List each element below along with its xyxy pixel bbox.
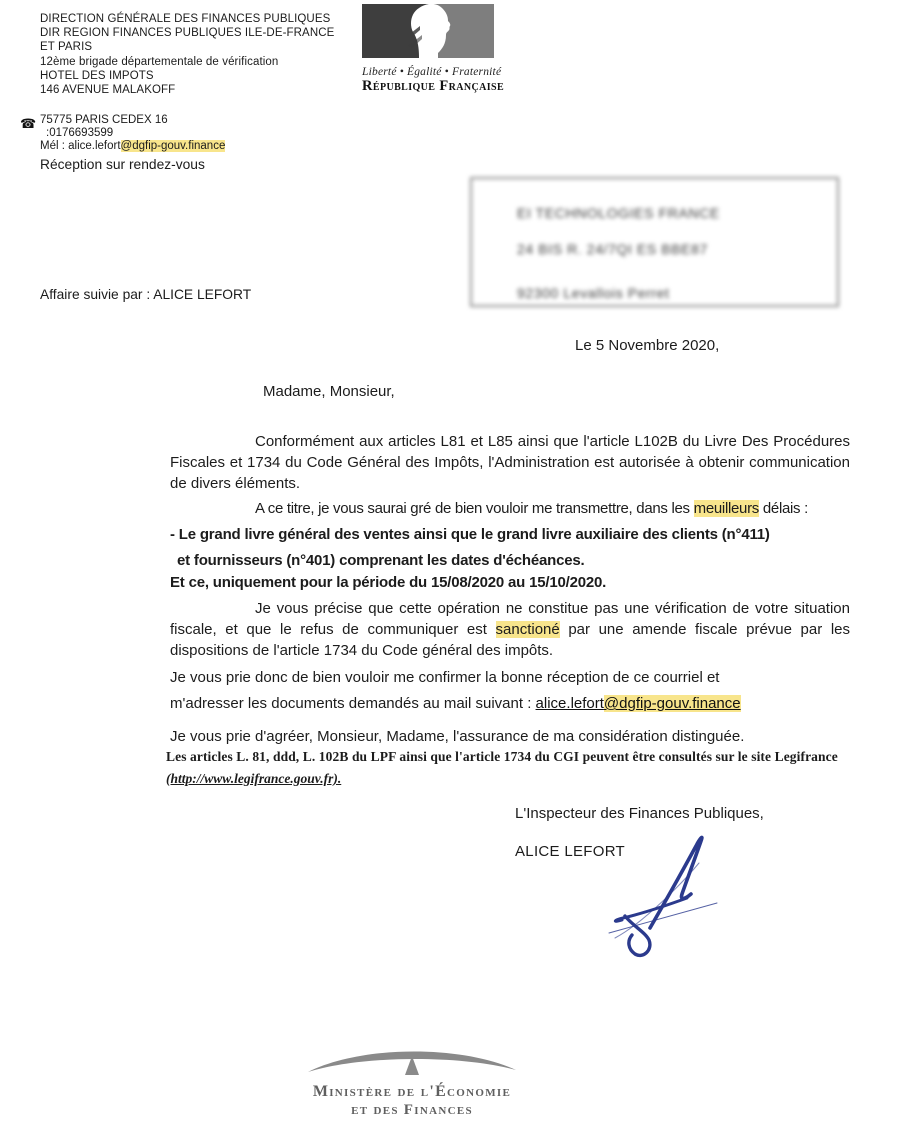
ministry-name-line2: et des Finances (351, 1102, 473, 1118)
closing-formula: Je vous prie d'agréer, Monsieur, Madame, l'assurance de ma considération distinguée. (170, 728, 745, 745)
letter-date: Le 5 Novembre 2020, (575, 337, 720, 354)
contact-email-link[interactable] (536, 695, 741, 712)
requested-documents-list (170, 522, 850, 574)
case-handler-line: Affaire suivie par : ALICE LEFORT (40, 287, 252, 302)
postal-code: 75775 PARIS CEDEX 16 (40, 114, 168, 126)
confirmation-request-line2 (170, 693, 850, 714)
sender-line: HOTEL DES IMPOTS (40, 69, 154, 82)
sender-line: 146 AVENUE MALAKOFF (40, 84, 176, 97)
request-text: A ce titre, je vous saurai gré de bien vouloir me transmettre, dans les (255, 500, 694, 517)
recipient-address-box (470, 177, 839, 307)
ministry-name-line1: Ministère de l'Économie (312, 1083, 512, 1100)
republique-francaise-logo (362, 4, 505, 95)
email-label: Mél : alice.lefort (40, 140, 121, 152)
paragraph-sanction (170, 598, 850, 661)
marianne-icon (362, 4, 494, 58)
paragraph-request (170, 498, 808, 519)
legal-reference-line: Les articles L. 81, ddd, L. 102B du LPF ainsi que l'article 1734 du CGI peuvent être consultés sur le site Legifrance (166, 749, 838, 764)
salutation: Madame, Monsieur, (263, 383, 395, 400)
handwritten-signature-icon (595, 830, 740, 960)
email-domain-highlight: @dgfip-gouv.finance (120, 140, 226, 152)
sender-email-line (40, 140, 225, 153)
logo-motto: Liberté • Égalité • Fraternité (362, 66, 502, 78)
email-user-part: alice.lefort (535, 695, 604, 712)
sanction-text: Je vous précise que cette opération ne constitue pas une vérification de votre situation fiscale, et que le refus de communiquer est (170, 600, 850, 638)
phone-icon: ☎ (20, 116, 37, 131)
sender-line: ET PARIS (40, 41, 93, 54)
ministry-logo (292, 1042, 532, 1119)
period-statement: Et ce, uniquement pour la période du 15/08/2020 au 15/10/2020. (170, 574, 607, 591)
confirmation-request-line1: Je vous prie donc de bien vouloir me confirmer la bonne réception de ce courriel et (170, 669, 720, 686)
legifrance-url-link[interactable]: (http://www.legifrance.gouv.fr). (166, 771, 342, 786)
document-item-line1: - Le grand livre général des ventes ainsi que le grand livre auxiliaire des clients (n°411) (170, 526, 770, 543)
reception-note: Réception sur rendez-vous (40, 157, 205, 172)
request-highlight: meuilleurs (693, 500, 759, 517)
sanction-highlight: sanctioné (495, 621, 560, 638)
sanction-text-end: par une amende fiscale prévue par les dispositions de l'article 1734 du Code général des impôts. (170, 621, 850, 659)
mail-instruction-text: m'adresser les documents demandés au mail suivant : (170, 695, 536, 712)
email-domain-part: @dgfip-gouv.finance (603, 695, 741, 712)
paragraph-legal-basis: Conformément aux articles L81 et L85 ainsi que l'article L102B du Livre Des Procédures Fiscales et 1734 du Code Général des Impôts, l'Administration est autorisée à obtenir communication de divers éléments. (170, 433, 850, 492)
sender-address-block (40, 12, 334, 97)
sender-contact-block (40, 114, 225, 153)
request-text-end: délais : (759, 500, 808, 517)
logo-republic-name: République Française (362, 78, 505, 94)
sender-line: DIR REGION FINANCES PUBLIQUES ILE-DE-FRANCE (40, 27, 335, 40)
ministry-arc-icon (302, 1042, 522, 1078)
signer-name: ALICE LEFORT (515, 843, 626, 860)
phone-number: :0176693599 (46, 127, 114, 139)
recipient-blurred-line: 24 BIS R. 24/7QI ES BBE87 (517, 241, 708, 257)
document-item-line2: et fournisseurs (n°401) comprenant les dates d'échéances. (177, 552, 585, 569)
sender-line: 12ème brigade départementale de vérification (40, 55, 279, 68)
recipient-blurred-line: EI TECHNOLOGIES FRANCE (517, 205, 720, 221)
sender-line: DIRECTION GÉNÉRALE DES FINANCES PUBLIQUES (40, 13, 331, 25)
recipient-blurred-line: 92300 Levallois Perret (517, 285, 670, 301)
signature-title: L'Inspecteur des Finances Publiques, (515, 805, 764, 822)
